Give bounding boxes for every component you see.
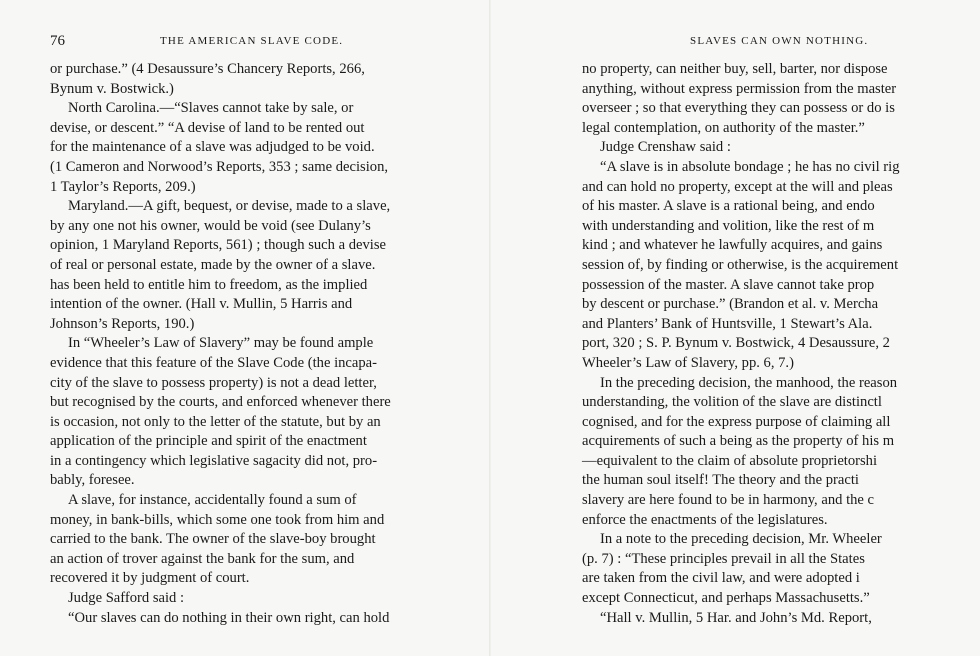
text-line: “Our slaves can do nothing in their own right, can hold — [68, 609, 390, 626]
text-line: with understanding and volition, like the rest of m — [582, 217, 875, 234]
text-line: by descent or purchase.” (Brandon et al. v. Mercha — [582, 296, 879, 313]
text-line: and Planters’ Bank of Huntsville, 1 Stewart’s Ala. — [582, 315, 873, 332]
text-line: legal contemplation, on authority of the master.” — [582, 119, 865, 136]
text-line: anything, without express permission from the master — [582, 80, 897, 97]
text-line: kind ; and whatever he lawfully acquires, and gains — [582, 237, 883, 254]
text-line: overseer ; so that everything they can possess or do is — [582, 100, 895, 117]
text-line: “Hall v. Mullin, 5 Har. and John’s Md. Report, — [600, 609, 872, 626]
text-line: of real or personal estate, made by the owner of a slave. — [50, 256, 376, 273]
text-line: devise, or descent.” “A devise of land to be rented out — [50, 119, 365, 136]
page-number: 76 — [50, 33, 65, 49]
text-line: application of the principle and spirit of the enactment — [50, 433, 367, 450]
text-line: Judge Crenshaw said : — [600, 139, 731, 156]
text-line: understanding, the volition of the slave are distinctl — [582, 394, 882, 411]
text-line: in a contingency which legislative sagacity did not, pro- — [50, 452, 378, 469]
text-line: Judge Safford said : — [68, 590, 185, 607]
left-running-head — [50, 32, 480, 50]
text-line: and can hold no property, except at the will and pleas — [582, 178, 893, 195]
text-line: (p. 7) : “These principles prevail in all the States — [582, 550, 865, 567]
text-line: intention of the owner. (Hall v. Mullin, 5 Harris and — [50, 296, 353, 313]
text-line: cognised, and for the express purpose of claiming all — [582, 413, 891, 430]
right-running-title: SLAVES CAN OWN NOTHING. — [690, 35, 869, 47]
text-line: recovered it by judgment of court. — [50, 570, 250, 587]
text-line: In a note to the preceding decision, Mr. Wheeler — [600, 531, 882, 548]
right-text-column — [582, 60, 980, 628]
text-line: by any one not his owner, would be void (see Dulany’s — [50, 217, 371, 234]
right-running-head — [690, 32, 980, 50]
text-line: for the maintenance of a slave was adjudged to be void. — [50, 139, 375, 156]
text-line: no property, can neither buy, sell, barter, nor dispose — [582, 61, 888, 77]
right-page — [490, 0, 980, 656]
text-line: or purchase.” (4 Desaussure’s Chancery Reports, 266, — [50, 61, 365, 77]
text-line: except Connecticut, and perhaps Massachusetts.” — [582, 590, 870, 607]
text-line: but recognised by the courts, and enforced whenever there — [50, 394, 391, 411]
text-line: possession of the master. A slave cannot take prop — [582, 276, 875, 293]
text-line: “A slave is in absolute bondage ; he has no civil rig — [600, 158, 900, 175]
left-text-column — [50, 60, 480, 628]
text-line: In the preceding decision, the manhood, the reason — [600, 374, 898, 391]
left-running-title: THE AMERICAN SLAVE CODE. — [160, 35, 344, 47]
text-line: city of the slave to possess property) is not a dead letter, — [50, 374, 377, 391]
text-line: bably, foresee. — [50, 472, 135, 489]
text-line: session of, by finding or otherwise, is the acquirement — [582, 256, 899, 273]
text-line: slavery are here found to be in harmony, and the c — [582, 492, 875, 509]
text-line: money, in bank-bills, which some one took from him and — [50, 511, 385, 528]
text-line: are taken from the civil law, and were adopted i — [582, 570, 860, 587]
text-line: port, 320 ; S. P. Bynum v. Bostwick, 4 Desaussure, 2 — [582, 335, 890, 352]
text-line: In “Wheeler’s Law of Slavery” may be found ample — [68, 335, 374, 352]
text-line: the human soul itself! The theory and the practi — [582, 472, 859, 489]
text-line: carried to the bank. The owner of the slave-boy brought — [50, 531, 376, 548]
text-line: 1 Taylor’s Reports, 209.) — [50, 178, 196, 195]
text-line: —equivalent to the claim of absolute proprietorshi — [582, 452, 878, 469]
text-line: A slave, for instance, accidentally found a sum of — [68, 492, 357, 509]
text-line: acquirements of such a being as the property of his m — [582, 433, 895, 450]
text-line: an action of trover against the bank for the sum, and — [50, 550, 355, 567]
text-line: Wheeler’s Law of Slavery, pp. 6, 7.) — [582, 354, 794, 371]
text-line: North Carolina.—“Slaves cannot take by sale, or — [68, 100, 354, 117]
text-line: Johnson’s Reports, 190.) — [50, 315, 195, 332]
text-line: opinion, 1 Maryland Reports, 561) ; though such a devise — [50, 237, 387, 254]
text-line: is occasion, not only to the letter of the statute, but by an — [50, 413, 381, 430]
text-line: (1 Cameron and Norwood’s Reports, 353 ; same decision, — [50, 158, 389, 175]
text-line: Bynum v. Bostwick.) — [50, 80, 174, 97]
text-line: of his master. A slave is a rational being, and endo — [582, 198, 875, 215]
text-line: enforce the enactments of the legislatures. — [582, 511, 828, 528]
text-line: has been held to entitle him to freedom, as the implied — [50, 276, 368, 293]
text-line: Maryland.—A gift, bequest, or devise, made to a slave, — [68, 198, 391, 215]
text-line: evidence that this feature of the Slave Code (the incapa- — [50, 354, 378, 371]
